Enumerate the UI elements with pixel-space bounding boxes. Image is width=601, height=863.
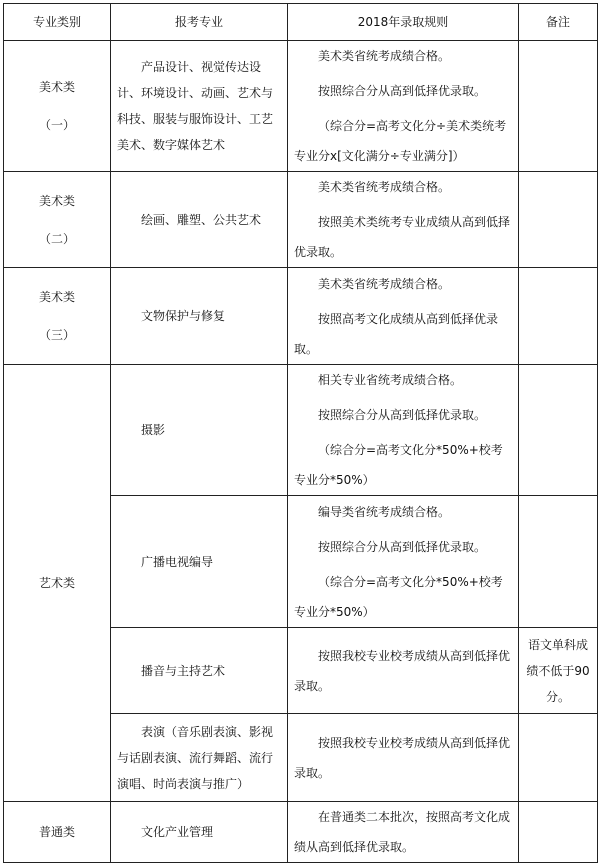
rules-cell [288, 714, 519, 802]
rules-cell [288, 365, 519, 496]
table-header-row [4, 4, 598, 41]
major-cell [111, 365, 288, 496]
rule-line: 相关专业省统考成绩合格。 [318, 373, 463, 387]
table-row [4, 365, 598, 496]
table-row [4, 268, 598, 365]
note-cell: 语文单科成绩不低于90分。 [519, 628, 598, 714]
category-label: 美术类 [38, 193, 75, 208]
major-text: 表演（音乐剧表演、影视与话剧表演、流行舞蹈、流行演唱、时尚表演与推广） [117, 724, 274, 791]
rule-line: 按照综合分从高到低择优录取。 [318, 408, 487, 422]
header-major: 报考专业 [111, 4, 288, 41]
rule-line: 按照我校专业校考成绩从高到低择优录取。 [294, 648, 511, 693]
header-rules: 2018年录取规则 [288, 4, 519, 41]
note-cell [519, 802, 598, 863]
rule-line: 按照综合分从高到低择优录取。 [318, 539, 487, 554]
rules-cell [288, 496, 519, 628]
major-cell [111, 714, 288, 802]
category-cell: 艺术类 [4, 365, 111, 802]
header-note: 备注 [519, 4, 598, 41]
rule-line: （综合分=高考文化分*50%+校考专业分*50%） [294, 574, 503, 619]
major-text: 广播电视编导 [141, 554, 214, 569]
major-text: 播音与主持艺术 [141, 663, 226, 678]
rules-cell [288, 628, 519, 714]
rule-line: 美术类省统考成绩合格。 [318, 276, 451, 291]
rule-line: 按照美术类统考专业成绩从高到低择优录取。 [294, 215, 511, 259]
major-cell [111, 41, 288, 172]
rule-line: 按照我校专业校考成绩从高到低择优录取。 [294, 735, 511, 780]
category-label: 美术类 [38, 80, 75, 94]
note-cell [519, 365, 598, 496]
rule-line: 按照高考文化成绩从高到低择优录取。 [294, 311, 499, 356]
major-cell [111, 628, 288, 714]
category-cell [4, 268, 111, 365]
rules-cell [288, 172, 519, 268]
rules-cell [288, 802, 519, 863]
category-sub-label: （二） [38, 231, 75, 246]
table-row [4, 802, 598, 863]
rule-line: 美术类省统考成绩合格。 [318, 49, 451, 63]
major-text: 产品设计、视觉传达设计、环境设计、动画、艺术与科技、服装与服饰设计、工艺美术、数字媒体艺术 [117, 60, 274, 152]
major-cell [111, 172, 288, 268]
major-cell [111, 268, 288, 365]
note-cell [519, 41, 598, 172]
rule-line: 按照综合分从高到低择优录取。 [318, 84, 487, 98]
rules-cell [288, 41, 519, 172]
category-sub-label: （三） [38, 328, 75, 342]
table-row [4, 172, 598, 268]
major-text: 绘画、雕塑、公共艺术 [141, 212, 262, 227]
note-cell [519, 714, 598, 802]
major-text: 摄影 [141, 423, 166, 437]
major-text: 文化产业管理 [141, 825, 214, 839]
major-cell [111, 802, 288, 863]
category-cell: 普通类 [4, 802, 111, 863]
category-sub-label: （一） [38, 118, 75, 132]
rule-line: 编导类省统考成绩合格。 [318, 504, 451, 519]
header-category: 专业类别 [4, 4, 111, 41]
rule-line: 美术类省统考成绩合格。 [318, 180, 451, 194]
category-cell [4, 41, 111, 172]
rule-line: （综合分=高考文化分*50%+校考专业分*50%） [294, 443, 503, 487]
table-row [4, 41, 598, 172]
rules-cell [288, 268, 519, 365]
note-cell [519, 496, 598, 628]
note-cell [519, 172, 598, 268]
rule-line: 在普通类二本批次，按照高考文化成绩从高到低择优录取。 [294, 810, 511, 854]
note-cell [519, 268, 598, 365]
major-cell [111, 496, 288, 628]
rule-line: （综合分=高考文化分÷美术类统考专业分x[文化满分÷专业满分]） [294, 119, 507, 163]
category-label: 美术类 [38, 290, 75, 304]
category-cell [4, 172, 111, 268]
admission-rules-table [3, 3, 598, 863]
major-text: 文物保护与修复 [141, 309, 226, 323]
